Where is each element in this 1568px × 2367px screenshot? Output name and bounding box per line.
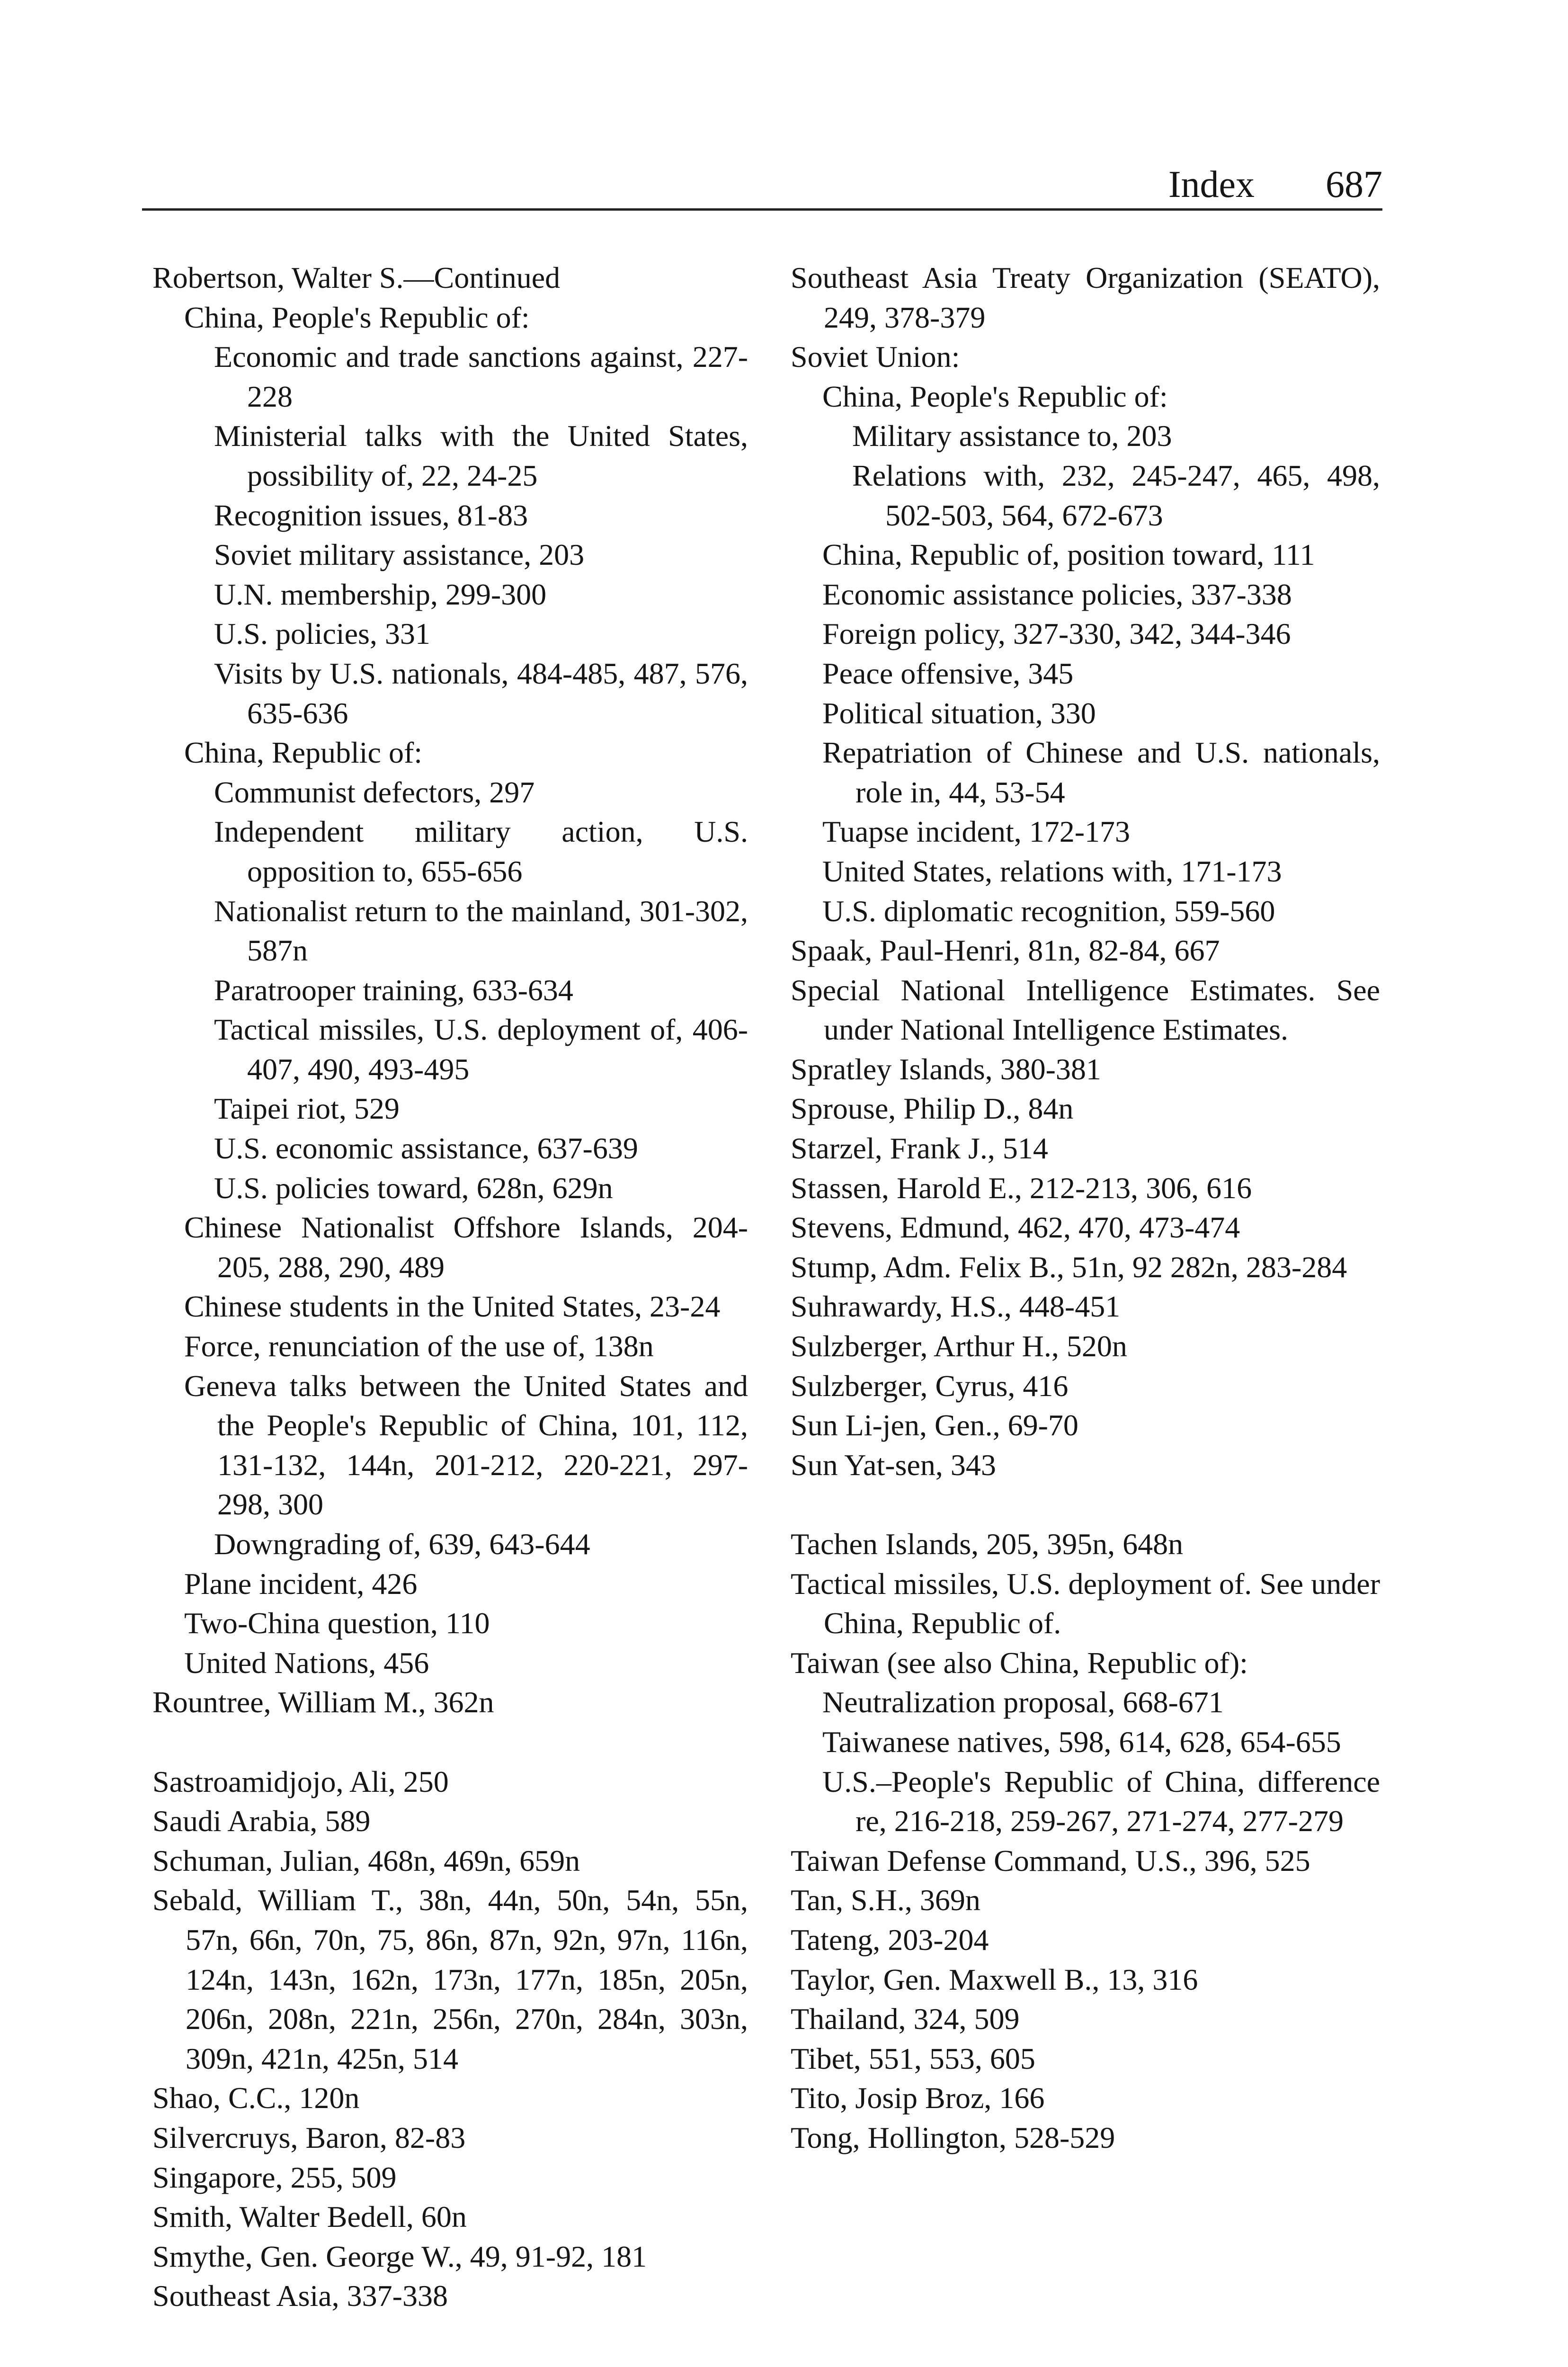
index-entry: Tong, Hollington, 528-529 — [791, 2120, 1115, 2154]
index-entry: U.S. policies, 331 — [214, 617, 430, 651]
index-entry: Singapore, 255, 509 — [152, 2160, 397, 2194]
index-entry: Sprouse, Philip D., 84n — [791, 1092, 1074, 1126]
index-entry: Spaak, Paul-Henri, 81n, 82-84, 667 — [791, 934, 1220, 968]
index-entry: Tactical missiles, U.S. deployment of, 406-407, 490, 493-495 — [214, 1013, 748, 1086]
index-entry: Neutralization proposal, 668-671 — [822, 1685, 1224, 1719]
index-entry: Chinese Nationalist Offshore Islands, 204-205, 288, 290, 489 — [184, 1210, 748, 1284]
index-column-left — [152, 258, 748, 2316]
index-entry: Soviet Union: — [791, 340, 960, 374]
index-entry: Starzel, Frank J., 514 — [791, 1131, 1048, 1166]
index-entry: China, People's Republic of: — [184, 300, 530, 334]
index-entry: Soviet military assistance, 203 — [214, 538, 585, 572]
index-entry: Smythe, Gen. George W., 49, 91-92, 181 — [152, 2239, 647, 2273]
index-entry: Force, renunciation of the use of, 138n — [184, 1329, 654, 1363]
index-entry: Stassen, Harold E., 212-213, 306, 616 — [791, 1171, 1252, 1205]
index-entry: Taiwan (see also China, Republic of): — [791, 1646, 1248, 1680]
index-entry: Sulzberger, Arthur H., 520n — [791, 1329, 1127, 1363]
index-entry: Military assistance to, 203 — [852, 419, 1172, 453]
index-entry: U.S. diplomatic recognition, 559-560 — [822, 894, 1275, 928]
index-entry: China, Republic of, position toward, 111 — [822, 538, 1315, 572]
index-entry: Suhrawardy, H.S., 448-451 — [791, 1290, 1121, 1324]
index-entry: Sulzberger, Cyrus, 416 — [791, 1369, 1069, 1403]
index-entry: Robertson, Walter S.—Continued — [152, 261, 561, 294]
index-entry: U.S. policies toward, 628n, 629n — [214, 1171, 613, 1205]
index-entry: Nationalist return to the mainland, 301-302, 587n — [214, 894, 748, 968]
index-entry: Smith, Walter Bedell, 60n — [152, 2200, 467, 2234]
index-entry: U.N. membership, 299-300 — [214, 577, 547, 611]
index-entry: Economic assistance policies, 337-338 — [822, 577, 1292, 611]
index-entry: Taipei riot, 529 — [214, 1092, 400, 1126]
index-entry: Thailand, 324, 509 — [791, 2002, 1020, 2036]
index-entry: China, People's Republic of: — [822, 379, 1168, 413]
page-number: 687 — [1326, 164, 1382, 205]
index-entry: Geneva talks between the United States and the People's Republic of China, 101, 112, 131-132, 144n, 201-212, 220-221, 297-298, 300 — [184, 1369, 748, 1522]
index-entry: Recognition issues, 81-83 — [214, 498, 528, 532]
index-entry: Independent military action, U.S. opposition to, 655-656 — [214, 815, 748, 888]
index-entry: Visits by U.S. nationals, 484-485, 487, 576, 635-636 — [214, 656, 748, 730]
index-entry: Southeast Asia, 337-338 — [152, 2279, 448, 2313]
index-entry: Economic and trade sanctions against, 227-228 — [214, 340, 748, 413]
index-entry: Foreign policy, 327-330, 342, 344-346 — [822, 617, 1291, 651]
index-entry: Schuman, Julian, 468n, 469n, 659n — [152, 1843, 580, 1878]
index-entry: Plane incident, 426 — [184, 1566, 418, 1601]
index-entry: Tateng, 203-204 — [791, 1922, 989, 1957]
index-entry: Taiwan Defense Command, U.S., 396, 525 — [791, 1843, 1310, 1878]
index-entry: Repatriation of Chinese and U.S. nationals, role in, 44, 53-54 — [822, 736, 1380, 809]
index-entry: Southeast Asia Treaty Organization (SEATO), 249, 378-379 — [791, 261, 1380, 334]
index-entry: Tuapse incident, 172-173 — [822, 815, 1131, 849]
index-entry: Tachen Islands, 205, 395n, 648n — [791, 1527, 1184, 1561]
index-entry: Peace offensive, 345 — [822, 656, 1074, 690]
index-column-right — [791, 258, 1380, 2158]
index-entry: U.S. economic assistance, 637-639 — [214, 1131, 638, 1166]
index-entry: China, Republic of: — [184, 736, 423, 770]
index-entry: Sun Yat-sen, 343 — [791, 1448, 996, 1482]
index-entry: Tan, S.H., 369n — [791, 1883, 980, 1917]
index-entry: Saudi Arabia, 589 — [152, 1804, 371, 1838]
index-entry: Tibet, 551, 553, 605 — [791, 2041, 1035, 2075]
index-entry: United Nations, 456 — [184, 1646, 429, 1680]
index-entry: Sastroamidjojo, Ali, 250 — [152, 1764, 449, 1798]
index-entry: Silvercruys, Baron, 82-83 — [152, 2120, 466, 2154]
index-entry: Political situation, 330 — [822, 696, 1096, 730]
index-entry: Downgrading of, 639, 643-644 — [214, 1527, 590, 1561]
index-entry: Two-China question, 110 — [184, 1606, 490, 1640]
index-entry: Shao, C.C., 120n — [152, 2081, 360, 2115]
index-entry: Ministerial talks with the United States, possibility of, 22, 24-25 — [214, 419, 748, 492]
page-header — [142, 156, 1382, 211]
index-entry: Sun Li-jen, Gen., 69-70 — [791, 1408, 1078, 1442]
index-entry: Tactical missiles, U.S. deployment of. See under China, Republic of. — [791, 1566, 1380, 1640]
index-entry: Paratrooper training, 633-634 — [214, 973, 573, 1007]
index-entry: Spratley Islands, 380-381 — [791, 1052, 1101, 1086]
index-entry: Taiwanese natives, 598, 614, 628, 654-655 — [822, 1725, 1341, 1759]
index-entry: Chinese students in the United States, 23-24 — [184, 1290, 721, 1324]
index-entry: Special National Intelligence Estimates. See under National Intelligence Estimates. — [791, 973, 1380, 1047]
index-entry: Relations with, 232, 245-247, 465, 498, 502-503, 564, 672-673 — [852, 458, 1380, 532]
index-entry: United States, relations with, 171-173 — [822, 854, 1282, 888]
index-entry: Communist defectors, 297 — [214, 775, 535, 809]
index-entry: Sebald, William T., 38n, 44n, 50n, 54n, 55n, 57n, 66n, 70n, 75, 86n, 87n, 92n, 97n, 116n, 124n, 143n, 162n, 173n, 177n, 185n, 205n, 206n, 208n, 221n, 256n, 270n, 284n, 303n, 309n, 421n, 425n, 514 — [152, 1883, 748, 2075]
index-entry: Taylor, Gen. Maxwell B., 13, 316 — [791, 1962, 1198, 1996]
index-entry: Stevens, Edmund, 462, 470, 473-474 — [791, 1210, 1240, 1245]
index-entry: Tito, Josip Broz, 166 — [791, 2081, 1045, 2115]
running-head-title: Index — [1168, 164, 1255, 205]
index-entry: U.S.–People's Republic of China, difference re, 216-218, 259-267, 271-274, 277-279 — [822, 1764, 1380, 1838]
index-entry: Rountree, William M., 362n — [152, 1685, 494, 1719]
index-entry: Stump, Adm. Felix B., 51n, 92 282n, 283-284 — [791, 1250, 1347, 1284]
